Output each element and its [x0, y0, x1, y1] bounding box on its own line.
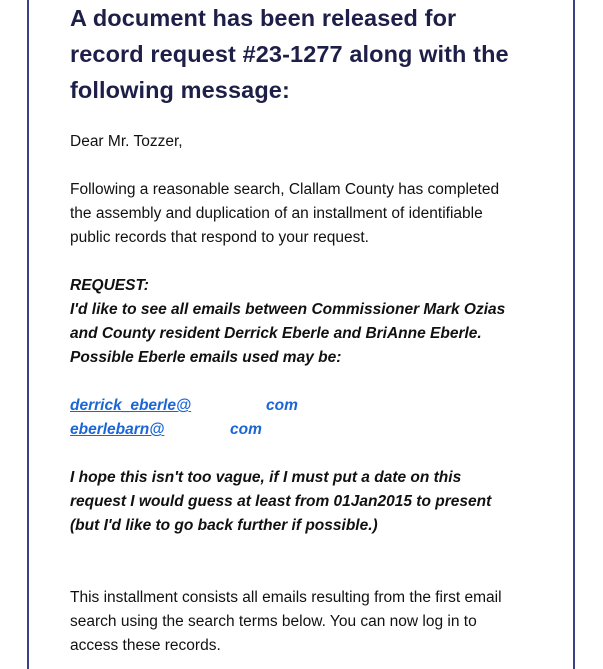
email-link-start: eberlebarn@: [70, 421, 165, 438]
request-label: REQUEST:: [70, 277, 149, 294]
release-heading: [70, 0, 540, 108]
intro-line-3: public records that respond to your request.: [70, 229, 369, 246]
request-line-1: I'd like to see all emails between Commissioner Mark Ozias: [70, 301, 506, 318]
installment-paragraph: [70, 586, 502, 658]
closing-line-2: request I would guess at least from 01Jan2015 to present: [70, 493, 492, 510]
intro-paragraph: [70, 178, 499, 250]
installment-line-1: This installment consists all emails resulting from the first email: [70, 589, 502, 606]
greeting: Dear Mr. Tozzer,: [70, 133, 183, 150]
heading-line-2: record request #23-1277 along with the: [70, 41, 509, 67]
email-list: [70, 394, 298, 442]
email-link-derrick[interactable]: [70, 394, 298, 418]
redaction-box: [169, 421, 229, 440]
installment-line-2: search using the search terms below. You can now log in to: [70, 613, 477, 630]
heading-line-1: A document has been released for: [70, 5, 457, 31]
email-link-end: com: [230, 421, 262, 438]
email-link-start: derrick_eberle@: [70, 397, 192, 414]
intro-line-1: Following a reasonable search, Clallam County has completed: [70, 181, 500, 198]
intro-line-2: the assembly and duplication of an installment of identifiable: [70, 205, 483, 222]
request-line-2: and County resident Derrick Eberle and BriAnne Eberle.: [70, 325, 482, 342]
message-content: [70, 0, 540, 654]
closing-line-3: (but I'd like to go back further if possible.): [70, 517, 378, 534]
closing-block: [70, 466, 491, 538]
closing-line-1: I hope this isn't too vague, if I must put a date on this: [70, 469, 462, 486]
email-link-eberlebarn[interactable]: [70, 418, 262, 442]
installment-line-3: access these records.: [70, 637, 221, 654]
request-line-3: Possible Eberle emails used may be:: [70, 349, 342, 366]
email-link-end: com: [266, 397, 298, 414]
request-block: [70, 274, 505, 370]
heading-line-3: following message:: [70, 77, 290, 103]
redaction-box: [198, 397, 262, 416]
